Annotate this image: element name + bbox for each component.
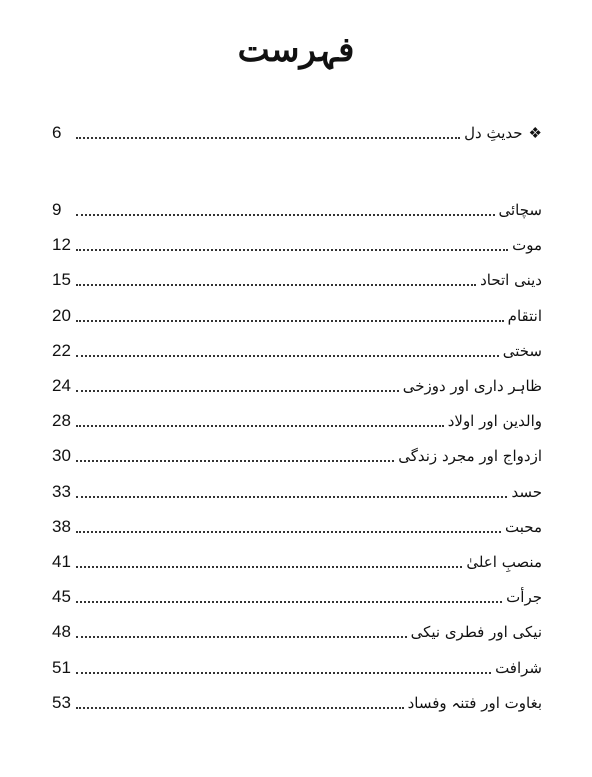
- toc-entry-title: شرافت: [495, 658, 542, 677]
- toc-page-number: 30: [52, 446, 71, 466]
- toc-entry-row: [52, 303, 542, 327]
- dot-leader: [76, 635, 407, 638]
- dot-leader: [76, 354, 499, 357]
- dot-leader: [76, 530, 501, 533]
- toc-page-number: 22: [52, 340, 71, 360]
- dot-leader: [76, 248, 508, 251]
- toc-page-number: 53: [52, 692, 71, 712]
- toc-entry-title: بغاوت اور فتنہ وفساد: [407, 693, 542, 712]
- toc-page-number: 12: [52, 235, 71, 255]
- toc-entry-title: دینی اتحاد: [480, 271, 542, 290]
- toc-page-number: 41: [52, 552, 71, 571]
- dot-leader: [76, 671, 491, 674]
- toc-entry-title: ظاہر داری اور دوزخی: [402, 377, 542, 395]
- dot-leader: [76, 389, 399, 392]
- toc-entry-title: سختی: [502, 341, 542, 360]
- toc-entry-row: [52, 267, 542, 291]
- toc-entry-row: [52, 443, 542, 467]
- toc-page-number: 51: [52, 657, 71, 677]
- toc-page-number: 33: [52, 481, 71, 501]
- dot-leader: [76, 213, 495, 216]
- dot-leader: [76, 136, 460, 139]
- toc-entry-title: حسد: [511, 482, 542, 501]
- toc-page-number: 9: [52, 200, 62, 219]
- toc-entry-row: [52, 479, 542, 503]
- toc-entry-row: [52, 655, 542, 679]
- toc-entry-row: [52, 373, 542, 397]
- toc-entry-title: حدیثِ دل: [464, 124, 523, 142]
- toc-entry-row: [52, 514, 542, 538]
- dot-leader: [76, 706, 404, 709]
- toc-entry-row: [52, 584, 542, 608]
- dot-leader: [76, 424, 444, 427]
- toc-entry-title: منصبِ اعلیٰ: [466, 553, 542, 571]
- dot-leader: [76, 600, 502, 603]
- toc-entry-title: جرأت: [506, 588, 542, 607]
- dot-leader: [76, 565, 462, 568]
- toc-entry-title: محبت: [505, 517, 542, 536]
- toc-entry-row: [52, 408, 542, 432]
- toc-entry-title: ازدواج اور مجرد زندگی: [398, 447, 542, 466]
- dot-leader: [76, 459, 394, 462]
- toc-entry-row: [52, 197, 542, 221]
- toc-page-number: 20: [52, 305, 71, 325]
- toc-entry-row: [52, 338, 542, 362]
- toc-entry-title: نیکی اور فطری نیکی: [410, 623, 542, 642]
- toc-page-number: 38: [52, 516, 71, 536]
- toc-page-number: 48: [52, 622, 71, 642]
- toc-page-number: 6: [52, 123, 62, 142]
- toc-entry-title: انتقام: [507, 306, 542, 325]
- four-diamond-bullet-icon: ❖: [528, 124, 542, 142]
- toc-intro-row: [52, 120, 542, 144]
- toc-entry-row: [52, 619, 542, 643]
- page-title: فہرست: [237, 30, 355, 70]
- toc-entry-row: [52, 549, 542, 573]
- toc-page-number: 15: [52, 270, 71, 290]
- dot-leader: [76, 319, 504, 322]
- toc-page-number: 28: [52, 411, 71, 431]
- toc-entry-title: موت: [512, 236, 542, 255]
- toc-entry-row: [52, 232, 542, 256]
- toc-entry-title: سچائی: [498, 201, 542, 219]
- toc-entry-row: [52, 690, 542, 714]
- dot-leader: [76, 495, 507, 498]
- toc-page-number: 45: [52, 587, 71, 607]
- dot-leader: [76, 283, 476, 286]
- toc-entry-title: والدین اور اولاد: [447, 412, 542, 431]
- toc-page-number: 24: [52, 376, 71, 395]
